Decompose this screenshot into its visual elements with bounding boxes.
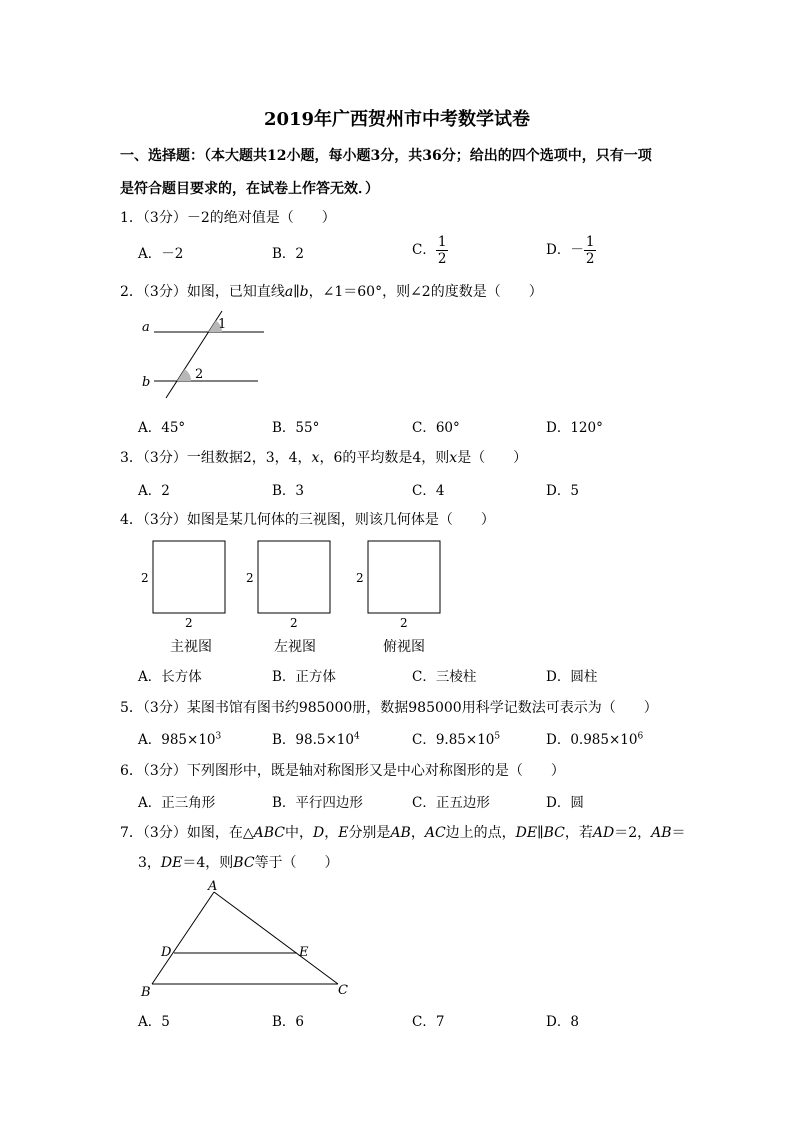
q7-option-b[interactable]: B．6 <box>272 1014 305 1030</box>
q7-t13: 等于（ ） <box>254 855 339 871</box>
q4-option-d[interactable]: D．圆柱 <box>546 669 598 685</box>
q6-option-a[interactable]: A．正三角形 <box>138 795 216 811</box>
q7-e: E <box>338 825 349 841</box>
left-view-side-label: 2 <box>246 571 254 585</box>
q3-option-b[interactable]: B．3 <box>272 483 305 499</box>
q7-ab2: AB <box>651 825 672 841</box>
q1-option-b[interactable]: B．2 <box>272 246 305 262</box>
front-view-caption: 主视图 <box>170 639 212 655</box>
q2-var-b: b <box>299 284 309 300</box>
q7-t6: 边上的点， <box>445 825 516 841</box>
q7-t7: ∥ <box>537 825 544 841</box>
q1-option-c-label: C． <box>412 242 436 258</box>
q7-option-d[interactable]: D．8 <box>546 1014 579 1030</box>
q7-t10: ＝ <box>671 825 686 841</box>
q2-stem-post: ，∠1＝60°，则∠2的度数是（ ） <box>308 284 543 300</box>
page-title: 2019年广西贺州市中考数学试卷 <box>263 109 531 130</box>
q7-option-c[interactable]: C．7 <box>412 1014 445 1030</box>
point-label-D: D <box>161 945 172 960</box>
q6-option-b[interactable]: B．平行四边形 <box>272 795 363 811</box>
section-header-line1: 一、选择题：（本大题共12小题，每小题3分，共36分；给出的四个选项中，只有一项 <box>120 148 652 164</box>
q6-option-c[interactable]: C．正五边形 <box>412 795 490 811</box>
q3-stem-post: 是（ ） <box>457 450 528 466</box>
q7-de: DE <box>515 825 538 841</box>
q7-option-a[interactable]: A．5 <box>138 1014 170 1030</box>
q2-var-a: a <box>284 284 294 300</box>
question-5-stem: 5．（3分）某图书馆有图书约985000册，数据985000用科学记数法可表示为（ ） <box>120 700 658 716</box>
q3-option-d[interactable]: D．5 <box>546 483 579 499</box>
q2-option-d[interactable]: D．120° <box>546 420 603 436</box>
q4-option-a[interactable]: A．长方体 <box>138 669 202 685</box>
q7-ac: AC <box>424 825 446 841</box>
side-AC <box>214 892 338 984</box>
q6-option-d[interactable]: D．圆 <box>546 795 584 811</box>
q7-t9: ＝2， <box>614 825 652 841</box>
q5-option-d-exponent: 6 <box>637 731 644 742</box>
q7-bc2: BC <box>233 855 255 871</box>
label-angle-2: 2 <box>195 367 204 382</box>
q7-t2: 中， <box>284 825 313 841</box>
point-label-E: E <box>299 945 309 960</box>
question-6-stem: 6．（3分）下列图形中，既是轴对称图形又是中心对称图形的是（ ） <box>120 763 565 779</box>
q3-var-x2: x <box>449 450 458 466</box>
q7-d: D <box>312 825 325 841</box>
fraction-denominator: 2 <box>585 251 595 267</box>
label-angle-1: 1 <box>218 317 227 332</box>
top-view-bottom-label: 2 <box>400 616 408 630</box>
q7-abc: ABC <box>253 825 285 841</box>
label-b: b <box>142 375 151 390</box>
question-1-stem: 1．（3分）－2的绝对值是（ ） <box>120 210 336 226</box>
q7-ad: AD <box>592 825 615 841</box>
q5-option-b-base: B．98.5×10 <box>272 732 354 748</box>
label-a: a <box>142 320 150 335</box>
left-view-caption: 左视图 <box>274 639 316 655</box>
fraction-numerator: 1 <box>585 234 595 250</box>
q4-option-b[interactable]: B．正方体 <box>272 669 336 685</box>
q7-t4: 分别是 <box>348 825 391 841</box>
q5-option-d-base: D．0.985×10 <box>546 732 638 748</box>
q5-option-a-exponent: 3 <box>215 731 222 742</box>
q2-option-a[interactable]: A．45° <box>138 420 186 436</box>
top-view-side-label: 2 <box>356 571 364 585</box>
q7-t5: ， <box>410 825 425 841</box>
left-view-bottom-label: 2 <box>290 616 298 630</box>
q7-ab: AB <box>390 825 411 841</box>
q7-bc: BC <box>543 825 565 841</box>
front-view-bottom-label: 2 <box>185 616 193 630</box>
q4-option-c[interactable]: C．三棱柱 <box>412 669 477 685</box>
q1-option-a[interactable]: A．－2 <box>138 246 184 262</box>
q3-stem-pre: 3．（3分）一组数据2，3，4， <box>120 450 312 466</box>
front-view-side-label: 2 <box>141 571 149 585</box>
q2-stem-pre: 2．（3分）如图，已知直线 <box>120 284 285 300</box>
top-view-caption: 俯视图 <box>383 639 425 655</box>
q7-t3: ， <box>324 825 339 841</box>
q5-option-c-base: C．9.85×10 <box>412 732 495 748</box>
vertex-label-A: A <box>208 879 218 894</box>
question-4-stem: 4．（3分）如图是某几何体的三视图，则该几何体是（ ） <box>120 512 495 528</box>
q2-parallel: ∥ <box>293 284 300 300</box>
q3-stem-mid: ，6的平均数是4，则 <box>319 450 450 466</box>
q7-t8: ，若 <box>564 825 593 841</box>
q5-option-a-base: A．985×10 <box>138 732 216 748</box>
section-header-line2: 是符合题目要求的，在试卷上作答无效．） <box>120 181 379 197</box>
q5-option-c-exponent: 5 <box>494 731 501 742</box>
q2-option-c[interactable]: C．60° <box>412 420 460 436</box>
q7-t12: ＝4，则 <box>182 855 234 871</box>
q5-option-b-exponent: 4 <box>353 731 360 742</box>
vertex-label-C: C <box>338 983 348 998</box>
q7-t11: 3， <box>138 855 161 871</box>
q3-option-c[interactable]: C．4 <box>412 483 445 499</box>
q3-option-a[interactable]: A．2 <box>138 483 170 499</box>
fraction-numerator: 1 <box>437 234 447 250</box>
q7-t1: 7．（3分）如图，在△ <box>120 825 254 841</box>
q1-option-d-label: D．－ <box>546 242 584 258</box>
side-AB <box>152 892 214 984</box>
q3-var-x: x <box>311 450 320 466</box>
q7-de2: DE <box>160 855 183 871</box>
fraction-denominator: 2 <box>437 251 447 267</box>
vertex-label-B: B <box>141 985 151 1000</box>
q2-option-b[interactable]: B．55° <box>272 420 320 436</box>
